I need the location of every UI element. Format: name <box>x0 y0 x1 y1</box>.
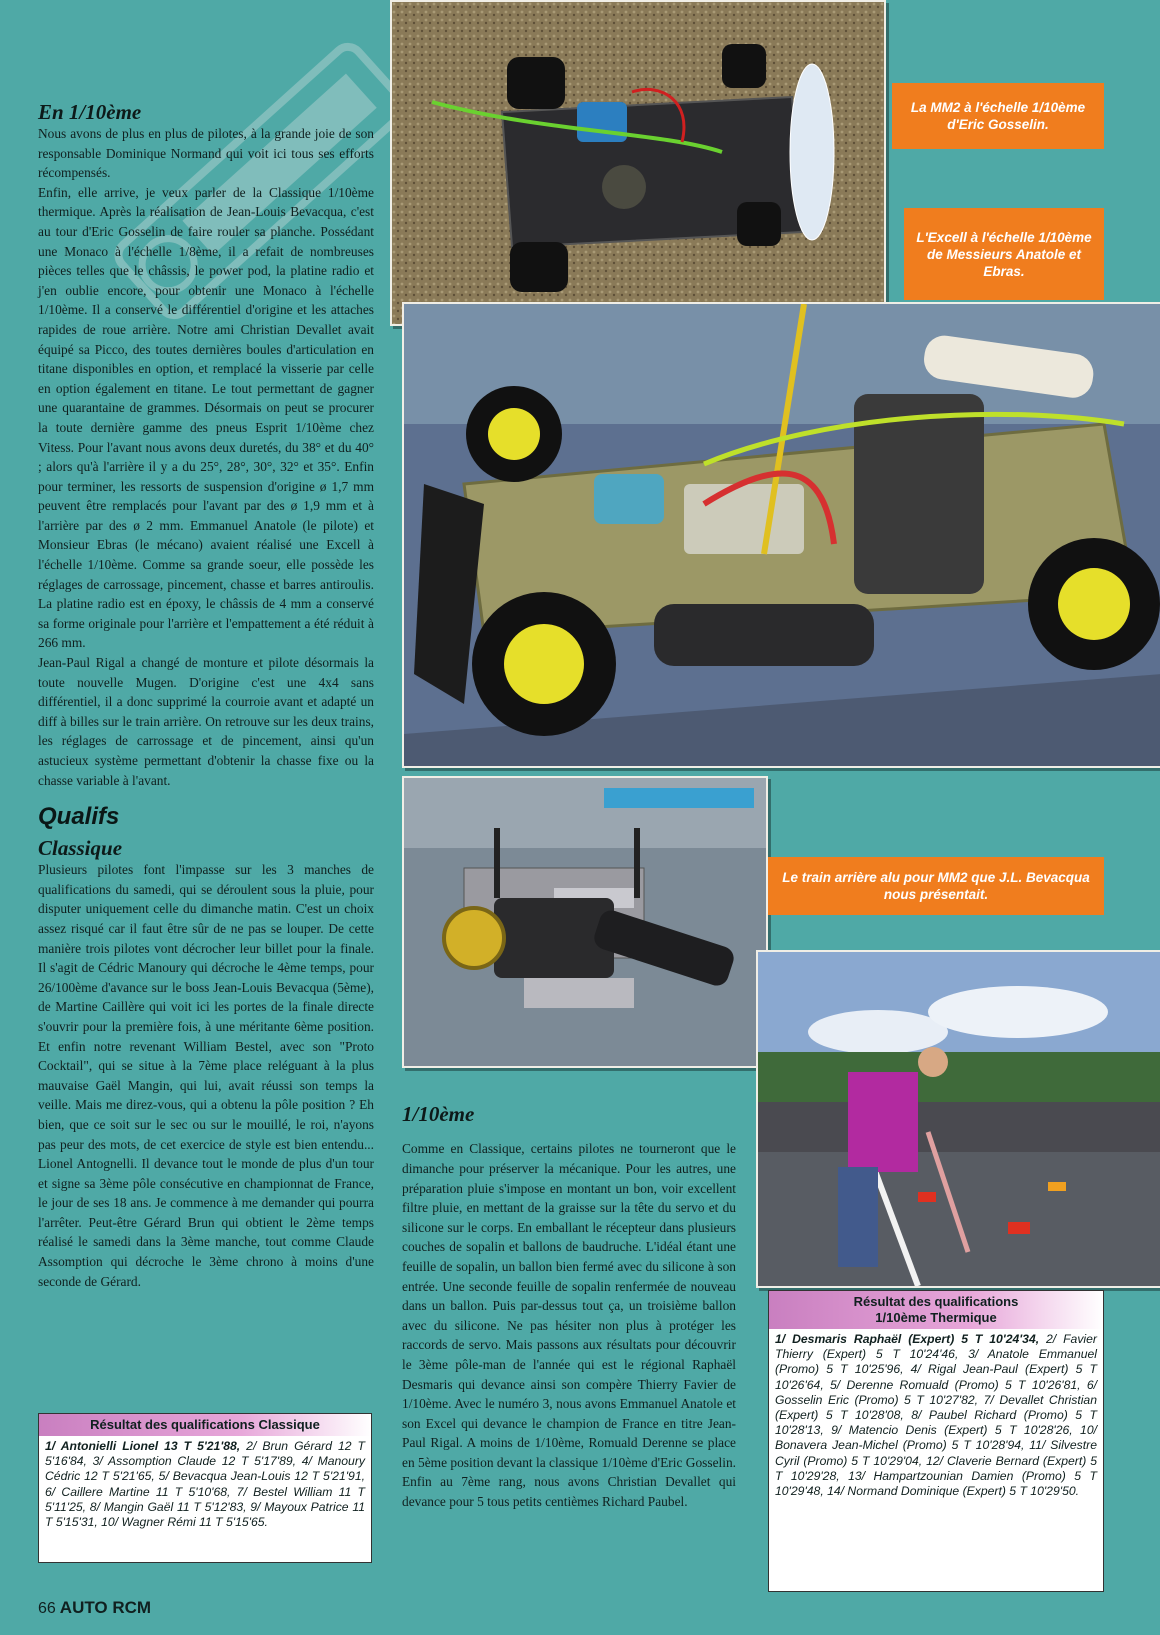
paragraph: Enfin, elle arrive, je veux parler de la Classique 1/10ème thermique. Après la réalisation de Jean-Louis Bevacqua, c'est au tour d'Eric Gosselin de faire rouler sa planche. Possédant une Monaco à l'échelle 1/8ème, il a refait de nombreuses pièces telles que le châssis, le power pod, la platine radio et j'en oublie encore, pour obtenir une Monaco à l'échelle 1/10ème. Il a conservé le différentiel d'origine et les attaches rapides de roue arrière. Notre ami Christian Devallet avait équipé sa Picco, des toutes dernières boules d'articulation en titane disponibles en option, et remplacé la visserie par celle en option également en titane. Le tout permettant de gagner une quarantaine de grammes. Désormais on peut se procurer la toute dernière gamme des pneus Esprit 1/10ème chez Vitess. Pour l'avant nous avons deux duretés, du 38° et du 40° ; alors qu'à l'arrière il y a du 25°, 28°, 30°, 32° et 35°. Enfin pour terminer, les ressorts de suspension d'origine ø 1,7 mm peuvent être remplacés pour l'avant par des ø 1,9 mm et à l'arrière par des ø 2 mm. Emmanuel Anatole (le pilote) et Monsieur Ebras (le mécano) avaient réalisé une Excell à l'échelle 1/10ème. Comme sa grande soeur, elle possède les réglages de carrossage, pincement, chasse et barres antiroulis. La platine radio est en époxy, le châssis de 4 mm a conservé sa forme originale pour l'arrière et l'empattement a été réduit à 266 mm. <box>38 184 374 651</box>
caption-excell: L'Excell à l'échelle 1/10ème de Messieurs Anatole et Ebras. <box>904 208 1104 300</box>
results-first-place: 1/ Antonielli Lionel 13 T 5'21'88, <box>45 1439 241 1453</box>
photo-rear-train-illustration <box>404 778 766 1066</box>
results-thermique-list <box>775 1332 1097 1499</box>
photo-track-scene <box>756 950 1160 1288</box>
photo-mm2-chassis <box>390 0 886 326</box>
results-classique-title: Résultat des qualifications Classique <box>39 1414 371 1436</box>
results-classique-list <box>45 1439 365 1530</box>
article-column-left <box>38 100 374 1291</box>
results-thermique-title-line2: 1/10ème Thermique <box>875 1310 997 1325</box>
results-first-place: 1/ Desmaris Raphaël (Expert) 5 T 10'24'34, <box>775 1332 1040 1346</box>
heading-en-110eme: En 1/10ème <box>38 100 142 124</box>
paragraph: Comme en Classique, certains pilotes ne tourneront que le dimanche pour préserver la mécanique. Pour les autres, une préparation pluie s'impose en montant un bon, voir excellent filtre pluie, en mettant de la graisse sur la tête du servo et du silicone sur le corps. En emballant le récepteur dans plusieurs couches de sopalin et ballons de baudruche. L'idéal étant une feuille de sopalin, un ballon bien fermé avec du silicone à son entrée. Une seconde feuille de sopalin renfermée de nouveau dans un ballon. Puis par-dessus tout ça, un troisième ballon avec du silicone. Ne pas hésiter non plus à protéger les raccords de servo. Mais passons aux résultats pour découvrir le 3ème pôle-man de l'année qui est le régional Raphaël Desmaris qui devance ainsi son compère Thierry Favier de 1/10ème. Avec le numéro 3, nous avons Emmanuel Anatole et son Excel qui devance le champion de France en titre Jean-Paul Rigal. A moins de 1/10ème, Romuald Derenne se place en 5ème position devant la classique 1/10ème d'Eric Gosselin. Enfin au 7ème rang, nous avons Christian Devallet qui devance pour 5 tous petits centièmes Richard Paubel. <box>402 1141 736 1510</box>
results-thermique-box <box>768 1290 1104 1592</box>
results-thermique-title <box>769 1291 1103 1329</box>
heading-classique: Classique <box>38 836 123 861</box>
paragraph: Jean-Paul Rigal a changé de monture et pilote désormais la toute nouvelle Mugen. D'origine c'est une 4x4 sans différentiel, il a donc supprimé la courroie avant et adapté un diff à billes sur le train arrière. On retrouve sur les deux trains, les réglages de carrossage et de pincement, ainsi qu'un astucieux système permettant d'obtenir la chasse fixe ou la chasse variable à l'avant. <box>38 655 374 788</box>
page-number: 66 <box>38 1600 56 1617</box>
photo-excell-illustration <box>404 304 1160 766</box>
page-folio <box>38 1598 151 1618</box>
results-classique-box <box>38 1413 372 1563</box>
article-column-middle <box>402 1102 736 1525</box>
photo-rear-train <box>402 776 768 1068</box>
results-remaining: 2/ Favier Thierry (Expert) 5 T 10'24'46, 3/ Anatole Emmanuel (Promo) 5 T 10'25'96, 4/ Rigal Jean-Paul (Expert) 5 T 10'26'64, 5/ Derenne Romuald (Promo) 5 T 10'26'81, 6/ Gosselin Eric (Promo) 5 T 10'27'82, 7/ Devallet Christian (Expert) 5 T 10'28'08, 8/ Paubel Richard (Promo) 5 T 10'28'13, 9/ Matencio Denis (Expert) 5 T 10'28'26, 10/ Bonavera Jean-Michel (Promo) 5 T 10'28'94, 11/ Silvestre Cyril (Promo) 5 T 10'29'04, 12/ Claverie Bernard (Expert) 5 T 10'29'28, 13/ Hampartzounian Damien (Promo) 5 T 10'29'48, 14/ Normand Dominique (Expert) 5 T 10'29'50. <box>775 1332 1097 1499</box>
photo-track-illustration <box>758 952 1160 1286</box>
magazine-name: AUTO RCM <box>59 1598 152 1617</box>
caption-rear-train: Le train arrière alu pour MM2 que J.L. Bevacqua nous présentait. <box>768 857 1104 915</box>
heading-110eme: 1/10ème <box>402 1102 475 1126</box>
results-thermique-title-line1: Résultat des qualifications <box>853 1294 1019 1309</box>
heading-qualifs: Qualifs <box>38 803 120 831</box>
results-remaining: 2/ Brun Gérard 12 T 5'16'84, 3/ Assomption Claude 12 T 5'17'89, 4/ Manoury Cédric 12 T 5'21'65, 5/ Bevacqua Jean-Louis 12 T 5'21'91, 6/ Caillere Martine 11 T 5'10'68, 7/ Bestel William 11 T 5'11'25, 8/ Mangin Gaël 11 T 5'12'83, 9/ Mayoux Patrice 11 T 5'15'31, 10/ Wagner Rémi 11 T 5'15'65. <box>45 1439 365 1530</box>
photo-excell-chassis <box>402 302 1160 768</box>
paragraph: Nous avons de plus en plus de pilotes, à la grande joie de son responsable Dominique Normand qui voit ici tous ses efforts récompensés. <box>38 126 374 181</box>
caption-mm2: La MM2 à l'échelle 1/10ème d'Eric Gosselin. <box>892 83 1104 149</box>
paragraph: Plusieurs pilotes font l'impasse sur les 3 manches de qualifications du samedi, qui se déroulent sous la pluie, pour disputer uniquement celle du dimanche matin. C'est un choix assez risqué car il faut être sûr de ne pas se louper. De cette manière trois pilotes vont décrocher leur billet pour la finale. Il s'agit de Cédric Manoury qui décroche le 4ème temps, pour 26/100ème d'avance sur le boss Jean-Louis Bevacqua (5ème), de Martine Caillère qui voit ici les portes de la finale directe s'ouvrir pour la première fois, à une méritante 6ème position. Et enfin notre revenant William Bestel, avec son "Proto Cocktail", qui se situe à la 7ème place reléguant à la plus mauvaise Gaël Mangin, qui lui, avait réussi son temps la veille. Mais me direz-vous, qui a obtenu la pôle position ? Eh bien, que ce soit sur le sec ou sur le mouillé, le roi, n'ayons pas peur des mots, de cet exercice de style est bien entendu... Lionel Antognelli. Il devance tout le monde de plus d'un tour et signe sa 3ème pôle consécutive en championnat de France, le jour de ses 18 ans. Je commence à me demander qui pourra l'arrêter. Peut-être Gérard Brun qui obtient le 2ème temps réalisé le samedi dans la 3ème manche, tout comme Claude Assomption qui décroche le 3ème chrono à moins d'une seconde de Gérard. <box>38 862 374 1289</box>
photo-mm2-illustration <box>392 2 884 324</box>
